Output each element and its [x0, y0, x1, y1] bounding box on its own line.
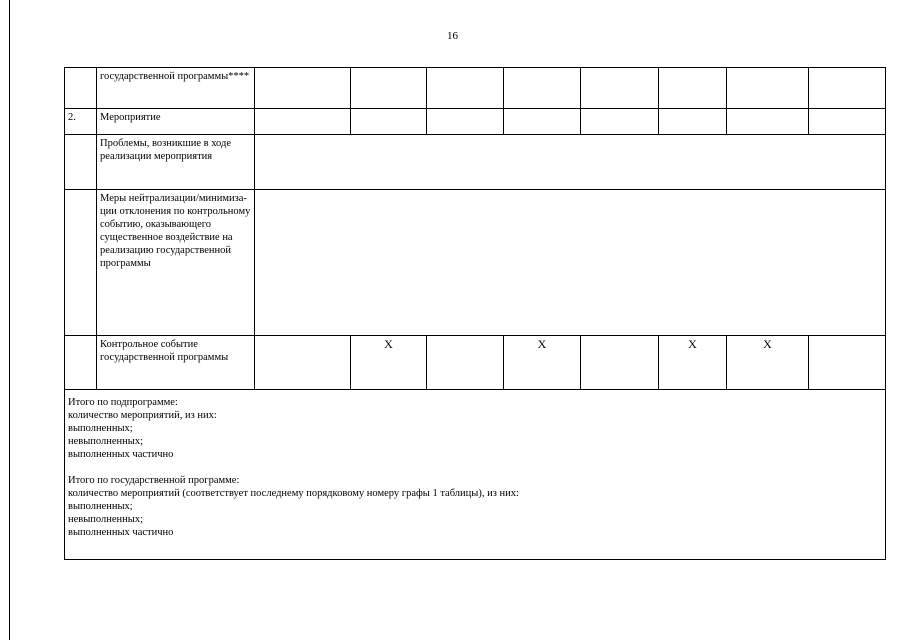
program-totals-title: Итого по государственной программе: — [68, 475, 240, 486]
program-totals-line: выполненных; — [68, 501, 133, 512]
totals-row — [65, 390, 886, 560]
subprogram-totals-line: невыполненных; — [68, 436, 144, 447]
merged-cell — [255, 135, 886, 190]
row-number — [65, 190, 97, 336]
subprogram-totals-title: Итого по подпрограмме: — [68, 397, 178, 408]
table-row — [65, 135, 886, 190]
row-number — [65, 135, 97, 190]
report-table — [64, 67, 886, 560]
row-number: 2. — [65, 109, 97, 135]
table-row — [65, 336, 886, 390]
subprogram-totals-line: выполненных частично — [68, 449, 174, 460]
program-totals-line: выполненных частично — [68, 527, 174, 538]
table-row — [65, 109, 886, 135]
row-number — [65, 68, 97, 109]
merged-cell — [255, 190, 886, 336]
program-totals-line: невыполненных; — [68, 514, 144, 525]
subprogram-totals — [68, 396, 882, 461]
program-totals — [68, 474, 882, 539]
page-number: 16 — [447, 30, 458, 42]
subprogram-totals-line: количество мероприятий, из них: — [68, 410, 217, 421]
x-mark: Х — [659, 336, 727, 390]
program-totals-line: количество мероприятий (соответствует последнему порядковому номеру графы 1 таблицы), из них: — [68, 488, 519, 499]
row-name: Проблемы, возникшие в ходе реализации мероприятия — [97, 135, 255, 190]
x-mark: Х — [504, 336, 581, 390]
x-mark: Х — [727, 336, 809, 390]
row-name: Меры нейтрализации/минимиза-ции отклонения по контрольному событию, оказывающего существенное воздействие на реализацию государственной программы — [97, 190, 255, 336]
margin-line — [9, 0, 10, 640]
x-mark: Х — [351, 336, 427, 390]
row-name: государственной программы**** — [97, 68, 255, 109]
row-number — [65, 336, 97, 390]
totals-cell — [65, 390, 886, 560]
table-row — [65, 68, 886, 109]
subprogram-totals-line: выполненных; — [68, 423, 133, 434]
row-name: Мероприятие — [97, 109, 255, 135]
table-row — [65, 190, 886, 336]
row-name: Контрольное событие государственной программы — [97, 336, 255, 390]
